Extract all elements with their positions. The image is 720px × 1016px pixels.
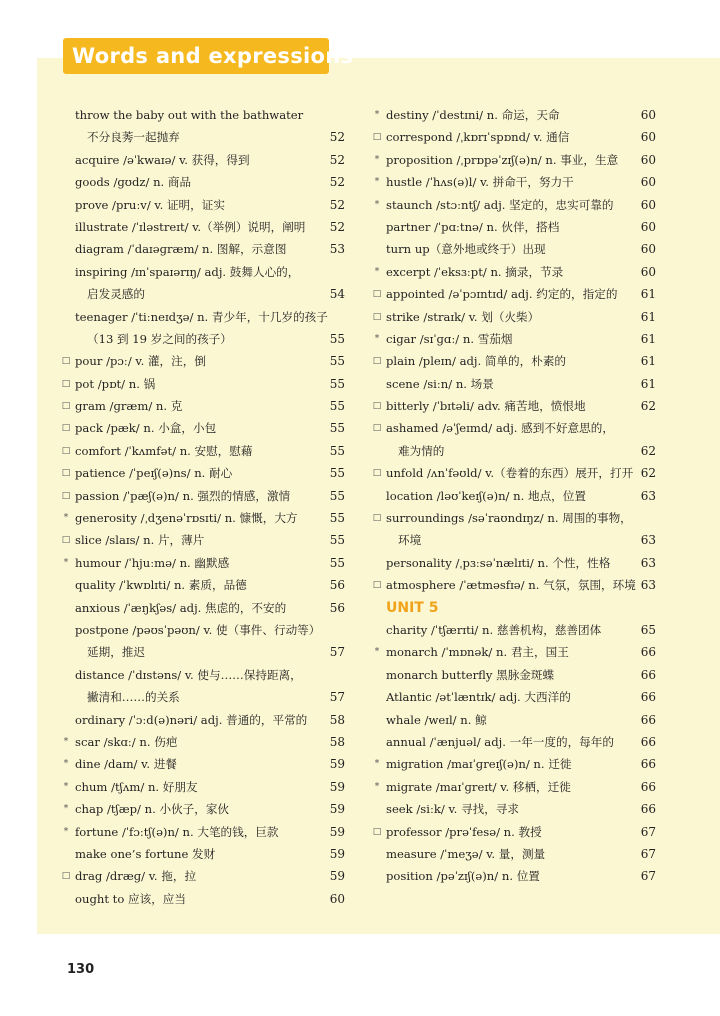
entry-text: prove /pruːv/ v. 证明，证实 [75, 197, 225, 212]
vocab-entry [371, 529, 656, 551]
entry-text: measure /ˈmeʒə/ v. 量，测量 [386, 846, 546, 861]
box-marker-icon: □ [372, 401, 382, 412]
star-marker-icon: * [374, 781, 380, 792]
box-marker-icon: □ [61, 535, 71, 546]
entry-text: 延期，推迟 [87, 645, 145, 660]
entry-page: 66 [640, 645, 656, 660]
entry-page: 60 [640, 197, 656, 212]
entry-page: 55 [329, 466, 345, 481]
entry-text: inspiring /ɪnˈspaɪərɪŋ/ adj. 鼓舞人心的， [75, 264, 300, 279]
vocab-entry [371, 776, 656, 798]
box-marker-icon: □ [61, 378, 71, 389]
entry-text: 难为情的 [398, 443, 445, 458]
vocab-entry [371, 350, 656, 372]
entry-page: 58 [329, 712, 345, 727]
star-marker-icon: * [63, 781, 69, 792]
entry-page: 62 [640, 466, 656, 481]
box-marker-icon: □ [61, 490, 71, 501]
entry-text: migration /maɪˈɡreɪʃ(ə)n/ n. 迁徙 [386, 757, 572, 772]
vocab-entry [371, 552, 656, 574]
vocab-entry [60, 552, 345, 574]
entry-text: gram /ɡræm/ n. 克 [75, 399, 183, 414]
vocab-entry [371, 238, 656, 260]
entry-page: 66 [640, 779, 656, 794]
box-marker-icon: □ [61, 423, 71, 434]
entry-text: scene /siːn/ n. 场景 [386, 376, 494, 391]
entry-page: 63 [640, 555, 656, 570]
entry-text: comfort /ˈkʌmfət/ n. 安慰，慰藉 [75, 443, 253, 458]
entry-page: 61 [640, 309, 656, 324]
entry-text: 启发灵感的 [87, 287, 145, 302]
entry-text: pot /pɒt/ n. 锅 [75, 376, 156, 391]
box-marker-icon: □ [61, 356, 71, 367]
vocab-entry [60, 306, 345, 328]
entry-text: hustle /ˈhʌs(ə)l/ v. 拼命干，努力干 [386, 175, 574, 190]
entry-text: illustrate /ˈɪləstreɪt/ v.（举例）说明，阐明 [75, 219, 306, 234]
entry-text: quality /ˈkwɒlɪti/ n. 素质，品德 [75, 578, 247, 593]
entry-page: 60 [640, 152, 656, 167]
vocab-entry [60, 776, 345, 798]
entry-page: 52 [329, 130, 345, 145]
entry-text: bitterly /ˈbɪtəli/ adv. 痛苦地，愤恨地 [386, 399, 586, 414]
entry-page: 60 [640, 264, 656, 279]
entry-page: 55 [329, 533, 345, 548]
vocab-entry [60, 798, 345, 820]
entry-page: 58 [329, 734, 345, 749]
entry-text: chap /tʃæp/ n. 小伙子，家伙 [75, 802, 230, 817]
entry-text: position /pəˈzɪʃ(ə)n/ n. 位置 [386, 869, 540, 884]
entry-text: humour /ˈhjuːmə/ n. 幽默感 [75, 555, 230, 570]
vocab-entry [371, 417, 656, 439]
entry-text: staunch /stɔːntʃ/ adj. 坚定的，忠实可靠的 [386, 197, 614, 212]
vocab-entry [60, 462, 345, 484]
entry-text: whale /weɪl/ n. 鲸 [386, 712, 487, 727]
entry-text: dine /daɪn/ v. 进餐 [75, 757, 177, 772]
vocab-entry [371, 462, 656, 484]
star-marker-icon: * [63, 826, 69, 837]
box-marker-icon: □ [372, 132, 382, 143]
vocab-entry [371, 753, 656, 775]
entry-text: chum /tʃʌm/ n. 好朋友 [75, 779, 198, 794]
vocab-entry [371, 507, 656, 529]
entry-text: 撇清和……的关系 [87, 690, 180, 705]
entry-page: 55 [329, 399, 345, 414]
entry-page: 56 [329, 578, 345, 593]
entry-page: 66 [640, 712, 656, 727]
vocab-entry [60, 283, 345, 305]
entry-page: 59 [329, 757, 345, 772]
entry-text: strike /straɪk/ v. 划（火柴） [386, 309, 540, 324]
vocab-entry [371, 709, 656, 731]
entry-page: 55 [329, 331, 345, 346]
entry-page: 57 [329, 645, 345, 660]
box-marker-icon: □ [372, 289, 382, 300]
vocab-entry [60, 440, 345, 462]
entry-text: annual /ˈænjuəl/ adj. 一年一度的，每年的 [386, 734, 614, 749]
entry-text: 不分良莠一起抛弃 [87, 130, 180, 145]
entry-page: 52 [329, 152, 345, 167]
vocab-entry [60, 731, 345, 753]
page-number: 130 [67, 962, 95, 977]
vocab-entry [60, 865, 345, 887]
entry-text: correspond /ˌkɒrɪˈspɒnd/ v. 通信 [386, 130, 570, 145]
entry-page: 52 [329, 197, 345, 212]
entry-page: 59 [329, 824, 345, 839]
vocab-entry [60, 149, 345, 171]
entry-text: diagram /ˈdaɪəɡræm/ n. 图解，示意图 [75, 242, 287, 257]
entry-page: 60 [640, 219, 656, 234]
vocab-entry [60, 261, 345, 283]
entry-page: 66 [640, 757, 656, 772]
star-marker-icon: * [374, 647, 380, 658]
vocab-entry [371, 328, 656, 350]
box-marker-icon: □ [61, 468, 71, 479]
entry-text: appointed /əˈpɔɪntɪd/ adj. 约定的，指定的 [386, 287, 618, 302]
entry-page: 60 [640, 175, 656, 190]
entry-text: destiny /ˈdestɪni/ n. 命运，天命 [386, 108, 560, 122]
box-marker-icon: □ [372, 423, 382, 434]
vocab-entry [60, 709, 345, 731]
entry-text: seek /siːk/ v. 寻找，寻求 [386, 802, 519, 817]
entry-page: 66 [640, 802, 656, 817]
vocab-entry [371, 843, 656, 865]
vocab-entry [60, 485, 345, 507]
entry-text: make one’s fortune 发财 [75, 846, 216, 861]
entry-text: drag /dræɡ/ v. 拖，拉 [75, 869, 197, 884]
box-marker-icon: □ [61, 401, 71, 412]
entry-text: professor /prəˈfesə/ n. 教授 [386, 824, 542, 839]
entry-text: patience /ˈpeɪʃ(ə)ns/ n. 耐心 [75, 466, 233, 481]
entry-text: partner /ˈpɑːtnə/ n. 伙伴，搭档 [386, 219, 560, 234]
vocab-entry [60, 619, 345, 641]
vocab-entry [371, 149, 656, 171]
entry-text: slice /slaɪs/ n. 片，薄片 [75, 533, 205, 548]
watermark-logo: bilibili [400, 32, 499, 62]
entry-page: 59 [329, 802, 345, 817]
entry-text: anxious /ˈæŋkʃəs/ adj. 焦虑的，不安的 [75, 600, 287, 615]
vocab-entry [60, 507, 345, 529]
vocab-entry [371, 641, 656, 663]
vocab-entry [60, 126, 345, 148]
box-marker-icon: □ [372, 311, 382, 322]
star-marker-icon: * [374, 154, 380, 165]
vocab-entry [60, 529, 345, 551]
vocab-entry [371, 664, 656, 686]
vocab-entry [60, 888, 345, 910]
vocab-entry [371, 171, 656, 193]
box-marker-icon: □ [372, 580, 382, 591]
entry-text: scar /skɑː/ n. 伤疤 [75, 734, 178, 749]
entry-page: 63 [640, 533, 656, 548]
entry-page: 55 [329, 376, 345, 391]
star-marker-icon: * [374, 199, 380, 210]
entry-text: personality /ˌpɜːsəˈnælɪti/ n. 个性，性格 [386, 555, 611, 570]
star-marker-icon: * [63, 736, 69, 747]
entry-page: 62 [640, 399, 656, 414]
vocab-entry [60, 843, 345, 865]
vocab-entry [371, 798, 656, 820]
entry-text: ought to 应该，应当 [75, 891, 186, 906]
star-marker-icon: * [374, 177, 380, 188]
entry-text: turn up（意外地或终于）出现 [386, 242, 546, 257]
entry-page: 53 [329, 242, 345, 257]
vocab-entry [371, 395, 656, 417]
entry-page: 57 [329, 690, 345, 705]
entry-page: 63 [640, 488, 656, 503]
entry-page: 60 [329, 891, 345, 906]
entry-page: 52 [329, 219, 345, 234]
vocab-entry [371, 619, 656, 641]
vocab-entry [60, 686, 345, 708]
vocab-entry [60, 171, 345, 193]
entry-text: monarch butterfly 黑脉金斑蝶 [386, 667, 555, 682]
vocab-entry [60, 194, 345, 216]
entry-text: postpone /pəʊsˈpəʊn/ v. 使（事件、行动等） [75, 622, 321, 637]
vocab-entry [60, 328, 345, 350]
entry-text: acquire /əˈkwaɪə/ v. 获得，得到 [75, 152, 250, 167]
entry-text: passion /ˈpæʃ(ə)n/ n. 强烈的情感，激情 [75, 488, 291, 503]
unit-heading: UNIT 5 [386, 599, 439, 616]
entry-page: 55 [329, 555, 345, 570]
entry-text: goods /ɡʊdz/ n. 商品 [75, 175, 192, 190]
star-marker-icon: * [63, 804, 69, 815]
entry-page: 59 [329, 779, 345, 794]
vocab-entry [371, 821, 656, 843]
entry-page: 56 [329, 600, 345, 615]
entry-text: plain /pleɪn/ adj. 简单的，朴素的 [386, 354, 567, 369]
entry-page: 66 [640, 690, 656, 705]
entry-page: 65 [640, 622, 656, 637]
star-marker-icon: * [374, 333, 380, 344]
vocab-entry [371, 731, 656, 753]
star-marker-icon: * [374, 110, 380, 120]
vocab-entry [60, 821, 345, 843]
entry-text: 环境 [398, 533, 422, 548]
entry-page: 55 [329, 488, 345, 503]
vocab-entry [60, 238, 345, 260]
entry-page: 60 [640, 108, 656, 122]
entry-page: 67 [640, 824, 656, 839]
vocab-entry [60, 417, 345, 439]
left-word-list [60, 104, 345, 910]
entry-text: monarch /ˈmɒnək/ n. 君主，国王 [386, 645, 569, 660]
entry-page: 55 [329, 443, 345, 458]
vocab-entry [371, 440, 656, 462]
vocab-entry [60, 373, 345, 395]
vocab-entry [60, 597, 345, 619]
entry-text: fortune /ˈfɔːtʃ(ə)n/ n. 大笔的钱，巨款 [75, 824, 279, 839]
entry-page: 55 [329, 421, 345, 436]
box-marker-icon: □ [372, 468, 382, 479]
entry-page: 61 [640, 331, 656, 346]
entry-page: 59 [329, 869, 345, 884]
entry-page: 55 [329, 511, 345, 526]
vocab-entry [60, 753, 345, 775]
entry-page: 59 [329, 846, 345, 861]
entry-text: teenager /ˈtiːneɪdʒə/ n. 青少年，十几岁的孩子 [75, 309, 328, 324]
box-marker-icon: □ [61, 445, 71, 456]
entry-page: 61 [640, 376, 656, 391]
entry-page: 54 [329, 287, 345, 302]
entry-page: 60 [640, 130, 656, 145]
vocab-entry [371, 216, 656, 238]
vocab-entry [371, 194, 656, 216]
entry-text: generosity /ˌdʒenəˈrɒsɪti/ n. 慷慨，大方 [75, 511, 298, 526]
vocab-entry [60, 104, 345, 126]
vocab-entry [60, 395, 345, 417]
vocab-entry [60, 574, 345, 596]
star-marker-icon: * [63, 513, 69, 524]
vocab-entry [371, 686, 656, 708]
vocab-entry [371, 283, 656, 305]
entry-text: charity /ˈtʃærɪti/ n. 慈善机构，慈善团体 [386, 622, 602, 637]
vocab-entry [371, 865, 656, 887]
entry-text: ashamed /əˈʃeɪmd/ adj. 感到不好意思的， [386, 421, 614, 436]
star-marker-icon: * [63, 557, 69, 568]
vocab-entry [60, 216, 345, 238]
entry-page: 62 [640, 443, 656, 458]
star-marker-icon: * [63, 759, 69, 770]
right-word-list [371, 104, 656, 888]
entry-text: pour /pɔː/ v. 灌，注，倒 [75, 354, 206, 369]
vocab-entry [371, 126, 656, 148]
box-marker-icon: □ [372, 513, 382, 524]
entry-page: 66 [640, 734, 656, 749]
box-marker-icon: □ [372, 826, 382, 837]
vocab-entry [371, 574, 656, 596]
entry-text: migrate /maɪˈɡreɪt/ v. 移栖，迁徙 [386, 779, 571, 794]
entry-text: （13 到 19 岁之间的孩子） [87, 331, 232, 346]
box-marker-icon: □ [61, 871, 71, 882]
entry-page: 55 [329, 354, 345, 369]
vocab-entry [371, 104, 656, 126]
entry-text: proposition /ˌprɒpəˈzɪʃ(ə)n/ n. 事业，生意 [386, 152, 619, 167]
vocab-entry [371, 261, 656, 283]
entry-page: 61 [640, 354, 656, 369]
entry-text: Atlantic /ətˈlæntɪk/ adj. 大西洋的 [386, 690, 571, 705]
entry-text: atmosphere /ˈætməsfɪə/ n. 气氛，氛围，环境 [386, 578, 636, 593]
entry-page: 61 [640, 287, 656, 302]
vocab-entry [371, 485, 656, 507]
entry-page: 67 [640, 846, 656, 861]
entry-text: throw the baby out with the bathwater [75, 108, 304, 122]
vocab-entry [60, 350, 345, 372]
vocab-entry [371, 306, 656, 328]
entry-text: cigar /sɪˈɡɑː/ n. 雪茄烟 [386, 331, 513, 346]
entry-page: 67 [640, 869, 656, 884]
box-marker-icon: □ [372, 356, 382, 367]
vocab-entry [60, 664, 345, 686]
star-marker-icon: * [374, 266, 380, 277]
star-marker-icon: * [374, 759, 380, 770]
entry-text: surroundings /səˈraʊndɪŋz/ n. 周围的事物， [386, 511, 632, 526]
vocab-entry [60, 641, 345, 663]
section-title: Words and expressions [72, 44, 354, 68]
entry-page: 60 [640, 242, 656, 257]
entry-page: 63 [640, 578, 656, 593]
entry-text: pack /pæk/ n. 小盒，小包 [75, 421, 217, 436]
entry-page: 52 [329, 175, 345, 190]
entry-text: ordinary /ˈɔːd(ə)nəri/ adj. 普通的，平常的 [75, 712, 308, 727]
vocab-entry [371, 373, 656, 395]
entry-text: excerpt /ˈeksɜːpt/ n. 摘录，节录 [386, 264, 564, 279]
entry-text: location /ləʊˈkeɪʃ(ə)n/ n. 地点，位置 [386, 488, 586, 503]
entry-text: unfold /ʌnˈfəʊld/ v.（卷着的东西）展开，打开 [386, 466, 634, 481]
entry-page: 66 [640, 667, 656, 682]
entry-text: distance /ˈdɪstəns/ v. 使与……保持距离， [75, 667, 302, 682]
